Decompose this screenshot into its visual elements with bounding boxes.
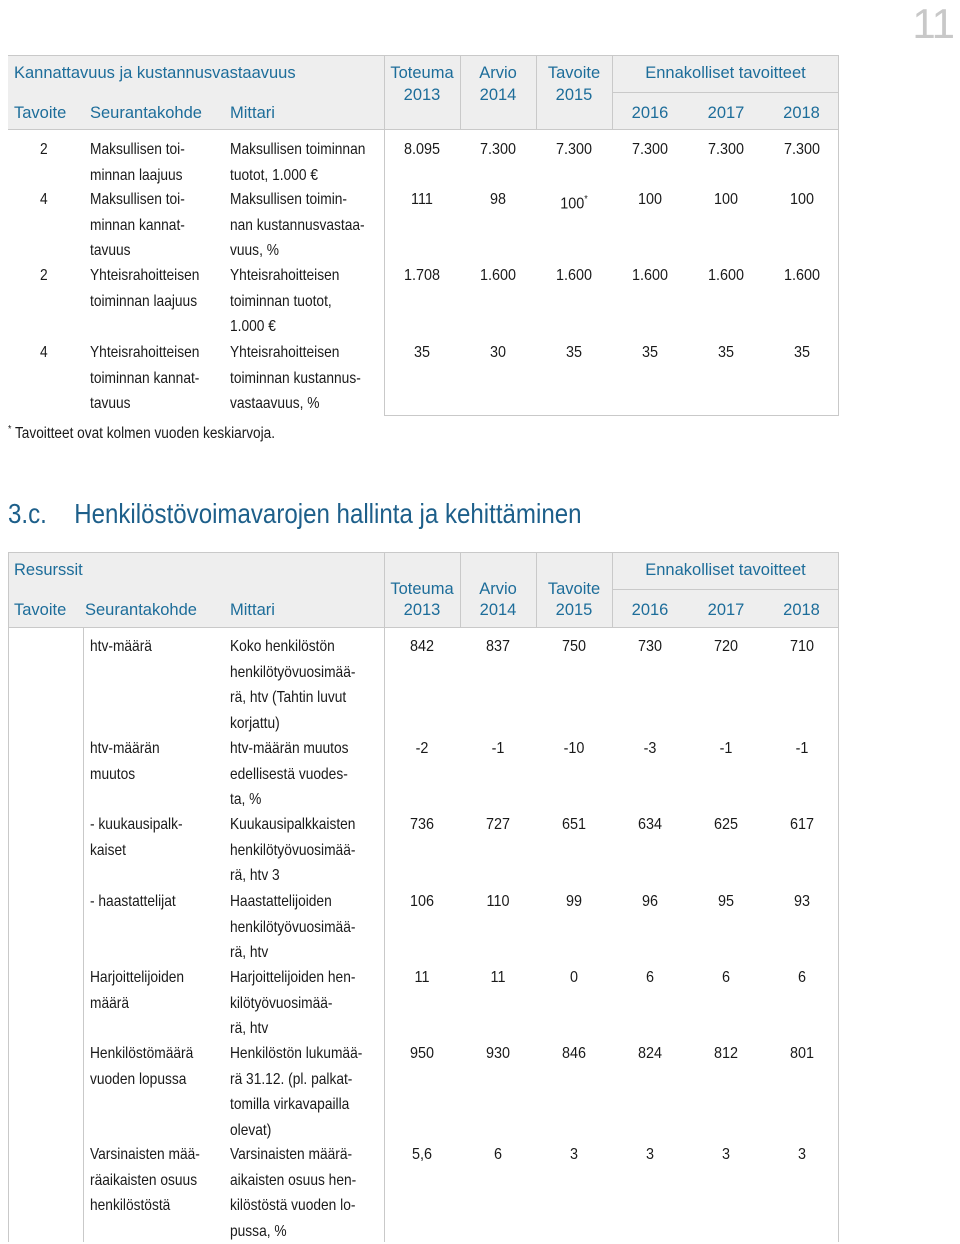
value-2018: 1.600: [783, 267, 821, 284]
value-2018: 6: [797, 969, 807, 986]
column-divider: [8, 552, 9, 1242]
value-toteuma-2013: 111: [411, 191, 433, 208]
column-divider: [838, 552, 839, 1242]
header-tavoite-2015: Tavoite: [547, 64, 601, 82]
value-2018: 35: [793, 344, 811, 361]
header-mittari: Mittari: [230, 601, 275, 619]
row-mittari: Maksullisen toiminnan tuotot, 1.000 €: [230, 141, 366, 184]
row-tavoite: 4: [40, 191, 48, 208]
row-mittari: Haastattelijoiden henkilötyövuosimää- rä, htv: [230, 893, 356, 961]
value-2018: 100: [789, 191, 815, 208]
value-2017: 720: [713, 638, 739, 655]
value-tavoite-2015: 651: [561, 816, 587, 833]
header-tavoite: Tavoite: [14, 104, 67, 122]
resources-table: [8, 552, 839, 1242]
value-2017: 95: [717, 893, 735, 910]
value-arvio-2014: -1: [491, 740, 505, 757]
footnote-text: Tavoitteet ovat kolmen vuoden keskiarvoja.: [14, 425, 276, 443]
value-2018: -1: [795, 740, 809, 757]
column-divider: [460, 552, 461, 628]
row-seurantakohde: Maksullisen toi- minnan kannat- tavuus: [90, 191, 185, 259]
value-2017: 35: [717, 344, 735, 361]
page-number: 11: [912, 0, 954, 47]
header-tavoite: Tavoite: [14, 601, 67, 619]
row-seurantakohde: Yhteisrahoitteisen toiminnan kannat- tavuus: [90, 344, 200, 412]
header-arvio-year: 2014: [479, 601, 517, 619]
row-seurantakohde: - kuukausipalk- kaiset: [90, 816, 183, 859]
value-arvio-2014: 6: [493, 1146, 503, 1163]
footnote: [8, 424, 275, 443]
column-divider: [536, 552, 537, 628]
row-seurantakohde: - haastattelijat: [90, 893, 176, 910]
row-mittari: Varsinaisten määrä- aikaisten osuus hen- kilöstöstä vuoden lo- pussa, %: [230, 1146, 357, 1240]
header-tavoite-2015-year: 2015: [555, 86, 593, 104]
value-tavoite-2015: 99: [565, 893, 583, 910]
header-arvio: Arvio: [479, 580, 517, 598]
value-2018: 93: [793, 893, 811, 910]
column-divider: [612, 552, 613, 628]
header-year-2018: 2018: [783, 601, 820, 619]
header-tavoite-2015-year: 2015: [555, 601, 593, 619]
column-divider: [384, 55, 385, 415]
value-arvio-2014: 98: [489, 191, 507, 208]
header-tavoite-2015: Tavoite: [547, 580, 601, 598]
row-mittari: Kuukausipalkkaisten henkilötyövuosimää- rä, htv 3: [230, 816, 356, 884]
value-2016: 7.300: [631, 141, 669, 158]
value-2016: 730: [637, 638, 663, 655]
header-year-2017: 2017: [707, 601, 745, 619]
header-year-2018: 2018: [783, 104, 820, 122]
row-seurantakohde: Henkilöstömäärä vuoden lopussa: [90, 1045, 194, 1088]
value-2018: 801: [789, 1045, 815, 1062]
footnote-mark: *: [8, 424, 12, 435]
column-divider: [612, 55, 613, 130]
row-seurantakohde: Varsinaisten mää- räaikaisten osuus henkilöstöstä: [90, 1146, 200, 1214]
header-year-2016: 2016: [631, 104, 669, 122]
value-2016: -3: [643, 740, 657, 757]
value-tavoite-2015: 1.600: [555, 267, 593, 284]
row-seurantakohde: Maksullisen toi- minnan laajuus: [90, 141, 185, 184]
table-title: Kannattavuus ja kustannusvastaavuus: [14, 64, 296, 82]
column-divider: [838, 55, 839, 415]
value-arvio-2014: 930: [485, 1045, 511, 1062]
row-seurantakohde: htv-määrä: [90, 638, 152, 655]
value-2016: 3: [645, 1146, 655, 1163]
row-tavoite: 2: [40, 267, 48, 284]
value-2016: 35: [641, 344, 659, 361]
value-2018: 7.300: [783, 141, 821, 158]
value-2017: 7.300: [707, 141, 745, 158]
header-arvio: Arvio: [479, 64, 517, 82]
row-mittari: Maksullisen toimin- nan kustannusvastaa- vuus, %: [230, 191, 365, 259]
value-toteuma-2013: 106: [409, 893, 435, 910]
profitability-table: [8, 55, 839, 417]
value-toteuma-2013: 8.095: [403, 141, 441, 158]
value-toteuma-2013: 736: [409, 816, 435, 833]
value-tavoite-2015: 100*: [560, 194, 588, 213]
footnote-mark: *: [584, 194, 588, 205]
header-divider: [612, 589, 839, 590]
value-arvio-2014: 30: [489, 344, 507, 361]
header-year-2016: 2016: [631, 601, 669, 619]
header-toteuma: Toteuma: [390, 64, 454, 82]
row-seurantakohde: Yhteisrahoitteisen toiminnan laajuus: [90, 267, 200, 310]
value-arvio-2014: 110: [486, 893, 510, 910]
row-mittari: htv-määrän muutos edellisestä vuodes- ta, %: [230, 740, 349, 808]
value-2018: 617: [789, 816, 815, 833]
row-mittari: Yhteisrahoitteisen toiminnan tuotot, 1.000 €: [230, 267, 340, 335]
header-seurantakohde: Seurantakohde: [90, 104, 202, 122]
value-tavoite-2015: 7.300: [555, 141, 593, 158]
header-toteuma-year: 2013: [403, 86, 441, 104]
value-tavoite-2015: 3: [569, 1146, 579, 1163]
value-2017: 1.600: [707, 267, 745, 284]
section-number: 3.c.: [8, 498, 47, 529]
row-mittari: Yhteisrahoitteisen toiminnan kustannus- vastaavuus, %: [230, 344, 361, 412]
header-seurantakohde: Seurantakohde: [85, 601, 197, 619]
value-2016: 96: [641, 893, 659, 910]
value-toteuma-2013: 950: [409, 1045, 435, 1062]
row-mittari: Henkilöstön lukumää- rä 31.12. (pl. palkat- tomilla virkavapailla olevat): [230, 1045, 363, 1139]
value-2016: 634: [637, 816, 663, 833]
row-mittari: Harjoittelijoiden hen- kilötyövuosimää- rä, htv: [230, 969, 356, 1037]
value-tavoite-2015: 750: [561, 638, 587, 655]
table-title: Resurssit: [14, 561, 83, 579]
value-arvio-2014: 7.300: [479, 141, 517, 158]
value-2016: 1.600: [631, 267, 669, 284]
value-2018: 710: [789, 638, 815, 655]
column-divider: [536, 55, 537, 130]
header-future-targets: Ennakolliset tavoitteet: [645, 561, 806, 579]
value-2017: 100: [713, 191, 739, 208]
column-divider: [384, 552, 385, 1242]
value-toteuma-2013: 1.708: [403, 267, 441, 284]
value-2016: 824: [637, 1045, 663, 1062]
header-divider: [612, 92, 839, 93]
section-heading: [8, 498, 582, 530]
value-2016: 6: [645, 969, 655, 986]
value-2018: 3: [797, 1146, 807, 1163]
row-seurantakohde: htv-määrän muutos: [90, 740, 160, 783]
value-tavoite-2015: 0: [569, 969, 579, 986]
row-tavoite: 4: [40, 344, 48, 361]
value-2017: 625: [713, 816, 739, 833]
value-2017: -1: [719, 740, 733, 757]
value-toteuma-2013: 11: [414, 969, 430, 986]
value-toteuma-2013: 35: [413, 344, 431, 361]
value-tavoite-2015: -10: [563, 740, 585, 757]
section-title: Henkilöstövoimavarojen hallinta ja kehittäminen: [74, 498, 582, 529]
value-arvio-2014: 837: [485, 638, 511, 655]
value-2016: 100: [637, 191, 663, 208]
value-toteuma-2013: -2: [415, 740, 429, 757]
value-2017: 6: [721, 969, 731, 986]
header-year-2017: 2017: [707, 104, 745, 122]
value-toteuma-2013: 842: [409, 638, 435, 655]
value-tavoite-2015: 35: [565, 344, 583, 361]
header-arvio-year: 2014: [479, 86, 517, 104]
header-toteuma-year: 2013: [403, 601, 441, 619]
column-divider: [83, 628, 84, 1242]
value-2017: 812: [713, 1045, 739, 1062]
row-mittari: Koko henkilöstön henkilötyövuosimää- rä, htv (Tahtin luvut korjattu): [230, 638, 356, 732]
value-arvio-2014: 727: [485, 816, 511, 833]
header-future-targets: Ennakolliset tavoitteet: [645, 64, 806, 82]
value-tavoite-2015: 846: [561, 1045, 587, 1062]
header-mittari: Mittari: [230, 104, 275, 122]
value-arvio-2014: 1.600: [479, 267, 517, 284]
row-seurantakohde: Harjoittelijoiden määrä: [90, 969, 185, 1012]
row-tavoite: 2: [40, 141, 48, 158]
column-divider: [460, 55, 461, 130]
header-toteuma: Toteuma: [390, 580, 454, 598]
value-2017: 3: [721, 1146, 731, 1163]
value-arvio-2014: 11: [490, 969, 506, 986]
table-bottom-border: [384, 415, 839, 416]
value-toteuma-2013: 5,6: [411, 1146, 433, 1163]
